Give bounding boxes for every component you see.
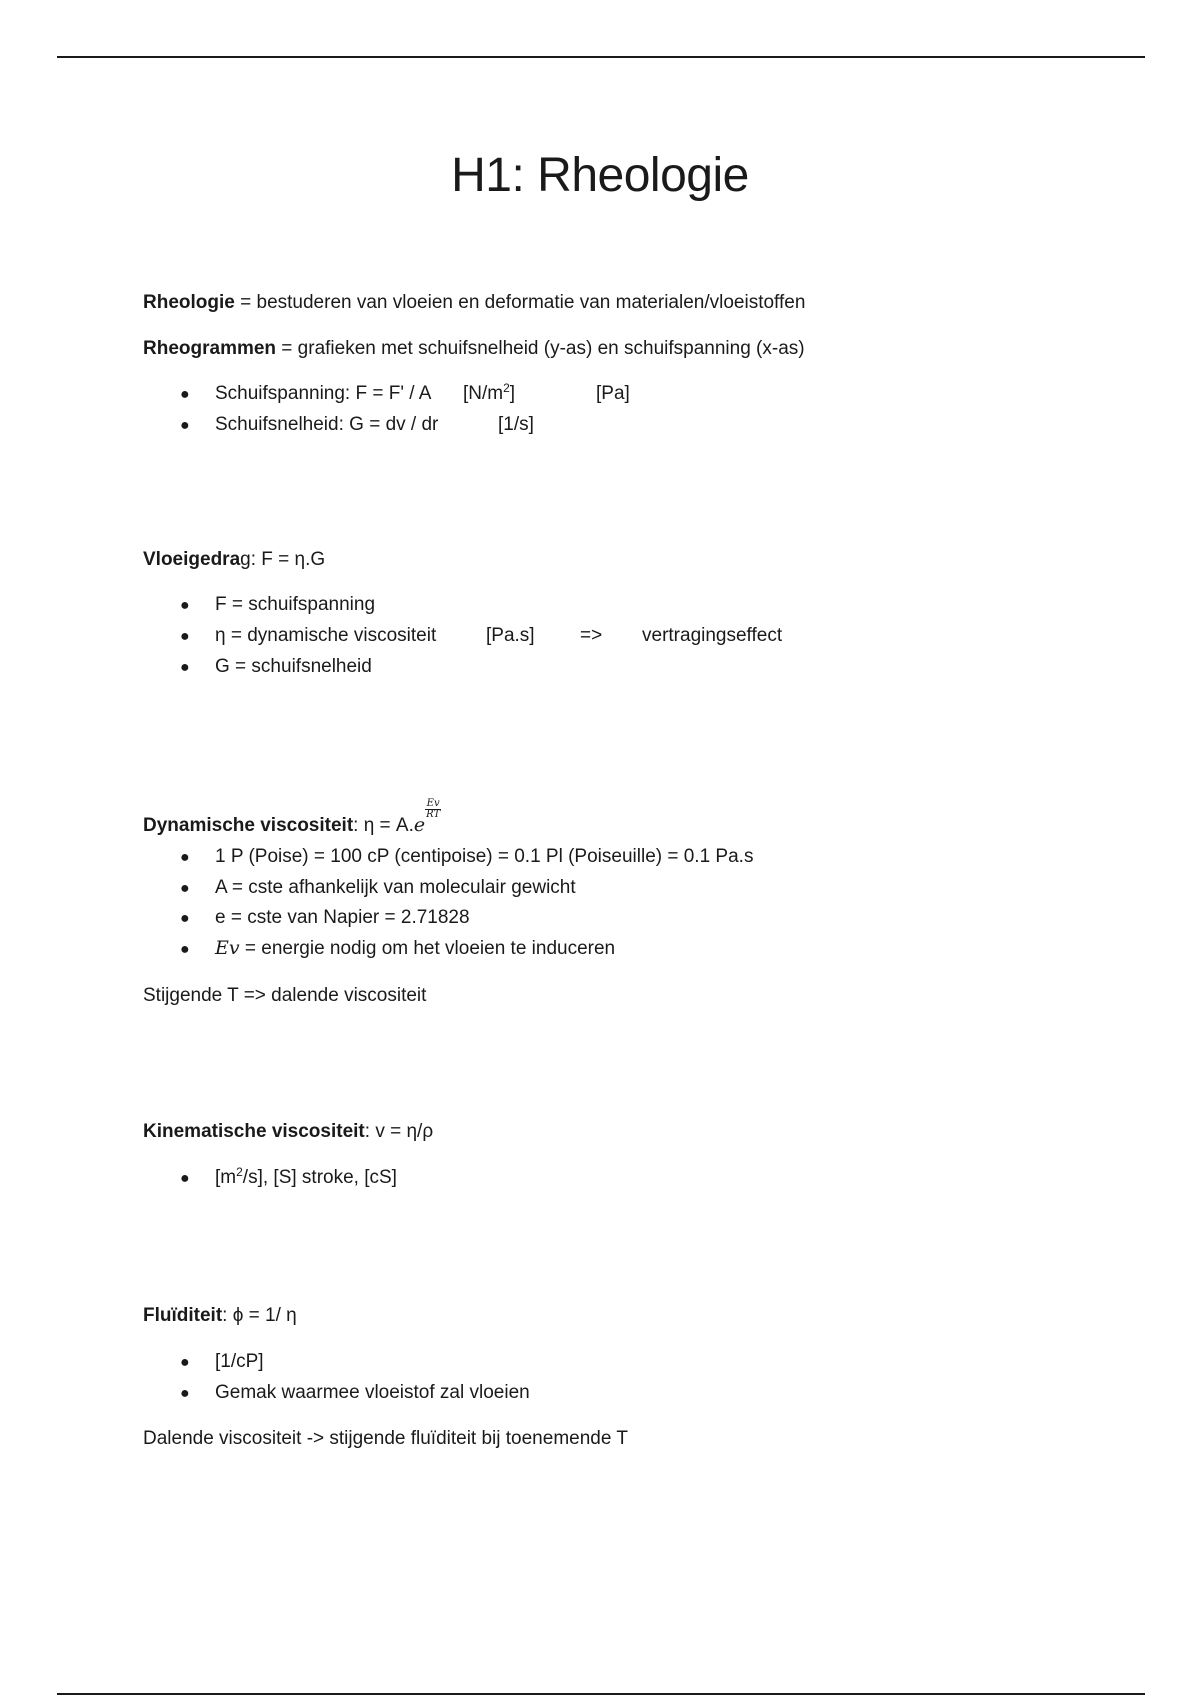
bullet-text: Gemak waarmee vloeistof zal vloeien (215, 1382, 530, 1403)
bullet-icon: ● (180, 880, 190, 897)
bullet-icon: ● (180, 849, 190, 866)
bullet-text: F = schuifspanning (215, 594, 376, 615)
vloeigedrag-formula: g: F = η.G (240, 549, 326, 570)
kinematisch-term: Kinematische viscositeit (143, 1121, 365, 1142)
rheologie-term: Rheologie (143, 292, 235, 313)
rheogrammen-term: Rheogrammen (143, 338, 277, 359)
list-item (180, 1166, 397, 1191)
exponent-fraction: $\frac{Ev}{RT}$ (426, 798, 441, 820)
dynamisch-term: Dynamische viscositeit (143, 815, 354, 836)
list-item (180, 655, 372, 680)
list-item (180, 593, 375, 618)
vloeigedrag-heading (143, 548, 325, 572)
euler-symbol: e (413, 814, 426, 836)
bottom-rule (57, 1693, 1145, 1695)
dynamisch-heading (143, 799, 441, 838)
bullet-icon: ● (180, 1354, 190, 1371)
bullet-text: G = schuifsnelheid (215, 656, 372, 677)
unit-label: [Pa] (596, 383, 630, 404)
list-item (180, 624, 783, 649)
list-item (180, 381, 630, 407)
bullet-text: [1/cP] (215, 1351, 264, 1372)
bullet-text: Schuifsnelheid: G = dv / dr (215, 414, 439, 435)
bullet-icon: ● (180, 1170, 190, 1187)
bullet-icon: ● (180, 910, 190, 927)
page-title: H1: Rheologie (451, 149, 749, 202)
bullet-icon: ● (180, 659, 190, 676)
ev-symbol: Ev (215, 937, 240, 959)
effect-label: vertragingseffect (642, 625, 783, 646)
bullet-text: A = cste afhankelijk van moleculair gewicht (215, 877, 576, 898)
list-item (180, 1381, 530, 1406)
bullet-text: e = cste van Napier = 2.71828 (215, 907, 470, 928)
list-item (180, 936, 615, 962)
rheologie-definition (143, 291, 805, 315)
unit-label: [Pa.s] (486, 625, 535, 646)
bullet-icon: ● (180, 386, 190, 403)
kinematisch-formula: : v = η/ρ (364, 1121, 434, 1142)
bullet-icon: ● (180, 417, 190, 434)
list-item (180, 413, 534, 438)
bullet-icon: ● (180, 597, 190, 614)
dynamisch-formula: : η = A. (353, 815, 414, 836)
rheogrammen-text: = grafieken met schuifsnelheid (y-as) en schuifspanning (x-as) (276, 338, 805, 359)
rheogrammen-definition (143, 337, 805, 361)
bullet-icon: ● (180, 628, 190, 645)
fluiditeit-heading (143, 1304, 297, 1328)
list-item (180, 845, 753, 870)
kinematisch-heading (143, 1120, 433, 1144)
bullet-icon: ● (180, 1385, 190, 1402)
bullet-text: = energie nodig om het vloeien te induceren (239, 938, 616, 959)
dynamisch-note: Stijgende T => dalende viscositeit (143, 985, 427, 1006)
bullet-text: 1 P (Poise) = 100 cP (centipoise) = 0.1 Pl (Poiseuille) = 0.1 Pa.s (215, 846, 754, 867)
bullet-icon: ● (180, 941, 190, 958)
bullet-text: $[m^2/s]$, [S] stroke, [cS] (215, 1165, 397, 1188)
rheologie-text: = bestuderen van vloeien en deformatie van materialen/vloeistoffen (234, 292, 806, 313)
fluiditeit-term: Fluïditeit (143, 1305, 223, 1326)
top-rule (57, 56, 1145, 58)
bullet-text: η = dynamische viscositeit (215, 625, 437, 646)
list-item (180, 876, 576, 901)
arrow-label: => (580, 625, 603, 646)
unit-label: [1/s] (498, 414, 534, 435)
fluiditeit-note: Dalende viscositeit -> stijgende fluïditeit bij toenemende T (143, 1428, 628, 1449)
bullet-text: Schuifspanning: F = F' / A (215, 383, 432, 404)
vloeigedrag-term: Vloeigedra (143, 549, 241, 570)
unit-label: $[N/m^2]$ (463, 381, 516, 404)
list-item (180, 906, 470, 931)
list-item (180, 1350, 264, 1375)
fluiditeit-formula: : ϕ = 1/ η (222, 1305, 297, 1326)
